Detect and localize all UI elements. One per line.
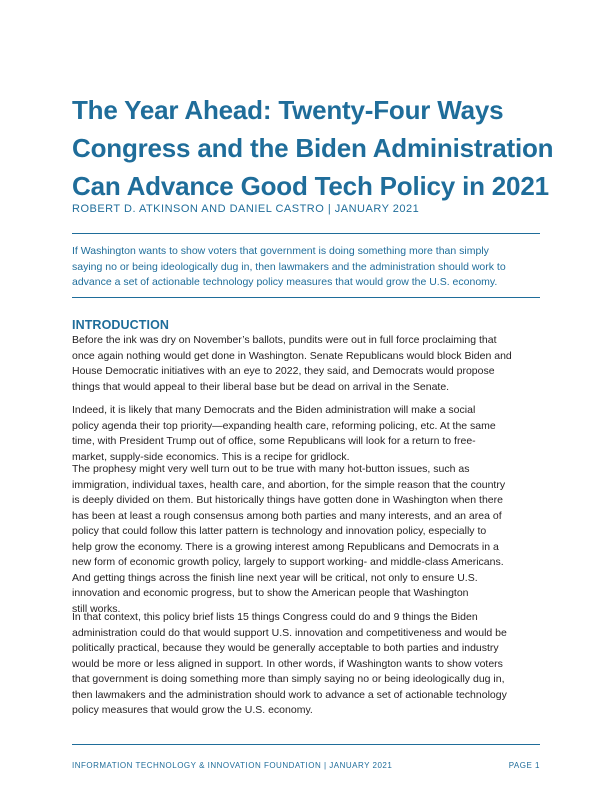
paragraph-line: time, with President Trump out of office, some Republicans will look for a return to free- [72,435,476,447]
paragraph-line: Indeed, it is likely that many Democrats and the Biden administration will make a social [72,404,476,416]
paragraph-line: And getting things across the finish line next year will be critical, not only to ensure U.S. [72,571,478,584]
paragraph [72,403,542,465]
page-number: PAGE 1 [508,761,540,770]
paragraph-line: has been at least a rough consensus among both parties and many interests, and an area of [72,509,502,522]
title-line: The Year Ahead: Twenty-Four Ways [72,95,504,125]
paragraph [72,333,542,395]
paragraph-line: politically practical, because they would be generally acceptable to both parties and industry [72,642,499,654]
paragraph-line: policy agenda their top priority—expanding health care, reforming policing, etc. At the same [72,419,496,432]
paragraph-line: In that context, this policy brief lists 15 things Congress could do and 9 things the Biden [72,611,478,623]
title-line: Can Advance Good Tech Policy in 2021 [72,171,549,201]
paragraph [72,610,542,719]
paragraph-line: things that would appeal to their liberal base but be dead on arrival in the Senate. [72,380,450,393]
footer-rule [72,744,540,745]
paragraph-line: innovation and economic progress, but to show the American people that Washington [72,587,469,599]
byline: ROBERT D. ATKINSON AND DANIEL CASTRO | JANUARY 2021 [72,203,420,215]
summary-bottom-rule [72,297,540,298]
summary-line: If Washington wants to show voters that government is doing something more than simply [72,245,489,257]
paragraph-line: immigration, individual taxes, health care, and abortion, for the simple reason that the country [72,478,506,491]
paragraph-line: Before the ink was dry on November’s ballots, pundits were out in full force proclaiming that [72,334,497,346]
paragraph-line: would be more or less aligned in support. In other words, if Washington wants to show voters [72,657,503,670]
paragraph-line: administration could do that would support U.S. innovation and competitiveness and would be [72,626,507,639]
paragraph-line: House Democratic initiatives with an eye to 2022, they said, and Democrats would propose [72,365,495,377]
summary-line: advance a set of actionable technology policy measures that would grow the U.S. economy. [72,276,498,288]
title-line: Congress and the Biden Administration [72,133,554,163]
summary-top-rule [72,233,540,234]
summary-line: saying no or being ideologically dug in, then lawmakers and the administration should work to [72,260,506,273]
document-title [72,91,554,205]
section-heading: INTRODUCTION [72,318,170,332]
paragraph-line: is deeply divided on them. But historically things have gotten done in Washington when there [72,494,503,506]
paragraph-line: once again nothing would get done in Washington. Senate Republicans would block Biden and [72,349,512,362]
paragraph-line: policy that could follow this latter pattern is technology and innovation policy, especially to [72,525,487,537]
paragraph-line: still works. [72,602,121,615]
footer-text: INFORMATION TECHNOLOGY & INNOVATION FOUNDATION | JANUARY 2021 [72,761,393,770]
paragraph-line: then lawmakers and the administration should work to advance a set of actionable technology [72,688,507,701]
paragraph-line: help grow the economy. There is a growing interest among Republicans and Democrats in a [72,540,499,553]
paragraph-line: policy measures that would grow the U.S. economy. [72,704,313,716]
summary-box [72,244,540,291]
paragraph-line: market, supply-side economics. This is a recipe for gridlock. [72,450,350,463]
paragraph [72,462,542,617]
paragraph-line: The prophesy might very well turn out to be true with many hot-button issues, such as [72,463,470,475]
paragraph-line: that government is doing something more than simply saying no or being ideologically dug in, [72,673,505,685]
paragraph-line: new form of economic growth policy, largely to support working- and middle-class Americans. [72,556,504,568]
